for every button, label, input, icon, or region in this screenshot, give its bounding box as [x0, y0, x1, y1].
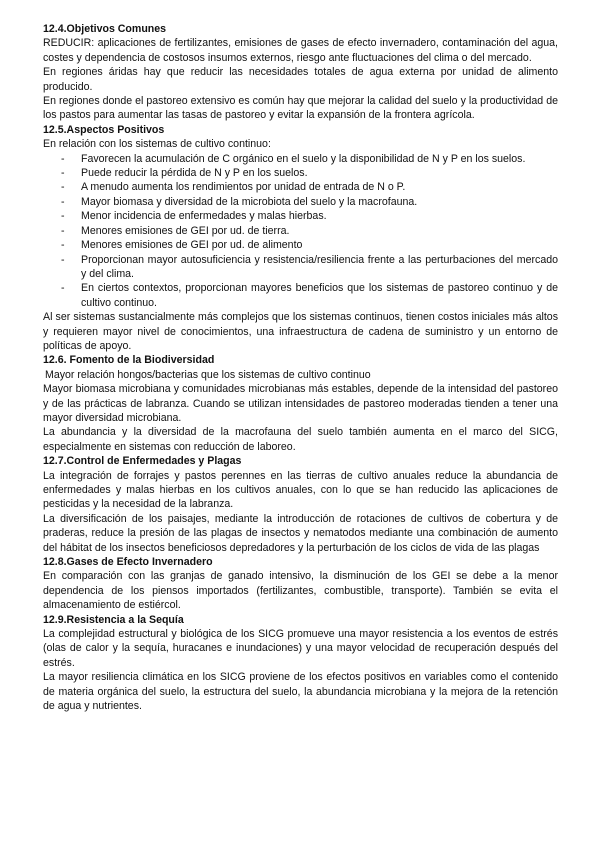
list-item: - Menores emisiones de GEI por ud. de alimento	[61, 238, 558, 252]
list-item: - Menor incidencia de enfermedades y malas hierbas.	[61, 209, 558, 223]
list-item: - Puede reducir la pérdida de N y P en los suelos.	[61, 166, 558, 180]
section-heading: 12.8.Gases de Efecto Invernadero	[43, 556, 213, 569]
paragraph: Mayor relación hongos/bacterias que los sistemas de cultivo continuo	[45, 368, 371, 381]
paragraph: En regiones áridas hay que reducir las necesidades totales de agua externa por unidad de alimento producido.	[43, 66, 558, 93]
section-objetivos-comunes	[43, 22, 558, 123]
bullet-list	[43, 152, 558, 310]
paragraph: La mayor resiliencia climática en los SICG proviene de los efectos positivos en variables como el contenido de materia orgánica del suelo, la estructura del suelo, la abundancia microbiana y la mejora de la retención de agua y nutrientes.	[43, 671, 558, 713]
paragraph: En regiones donde el pastoreo extensivo es común hay que mejorar la calidad del suelo y la productividad de los pastos para aumentar las tasas de pastoreo y evitar la expansión de la frontera agrícola.	[43, 95, 558, 122]
section-aspectos-positivos	[43, 123, 558, 354]
paragraph: La complejidad estructural y biológica de los SICG promueve una mayor resistencia a los eventos de estrés (olas de calor y la sequía, huracanes e inundaciones) y una mayor velocidad de recuperación después del estrés.	[43, 628, 558, 669]
list-item: - Menores emisiones de GEI por ud. de tierra.	[61, 224, 558, 238]
paragraph: En comparación con las granjas de ganado intensivo, la disminución de los GEI se debe a la menor dependencia de los piensos importados (fertilizantes, combustible, transporte). También se evita el almacenamiento de estiércol.	[43, 570, 558, 612]
section-fomento-biodiversidad	[43, 353, 558, 454]
paragraph: Al ser sistemas sustancialmente más complejos que los sistemas continuos, tienen costos iniciales más altos y requieren mayor nivel de conocimientos, una infraestructura de cadena de suministro y un entorno de políticas de apoyo.	[43, 311, 558, 352]
section-resistencia-sequia	[43, 613, 558, 714]
paragraph: La integración de forrajes y pastos perennes en las tierras de cultivo anuales reduce la abundancia de enfermedades y malas hierbas en los cultivos anuales, con lo que se han reducido las aplicaciones de pesticidas y la necesidad de la labranza.	[43, 469, 558, 511]
section-heading: 12.9.Resistencia a la Sequía	[43, 613, 184, 626]
list-item: - Favorecen la acumulación de C orgánico en el suelo y la disponibilidad de N y P en los suelos.	[61, 152, 558, 166]
list-item: - A menudo aumenta los rendimientos por unidad de entrada de N o P.	[61, 180, 558, 194]
paragraph: REDUCIR: aplicaciones de fertilizantes, emisiones de gases de efecto invernadero, contaminación del agua, costes y dependencia de costosos insumos externos, riesgo ante fluctuaciones del clima o del mercado.	[43, 37, 558, 64]
section-heading: 12.7.Control de Enfermedades y Plagas	[43, 455, 242, 468]
section-heading: 12.6. Fomento de la Biodiversidad	[43, 354, 215, 367]
list-item: - En ciertos contextos, proporcionan mayores beneficios que los sistemas de pastoreo continuo y de cultivo continuo.	[61, 281, 558, 310]
paragraph: En relación con los sistemas de cultivo continuo:	[43, 138, 271, 151]
list-item: - Mayor biomasa y diversidad de la microbiota del suelo y la macrofauna.	[61, 195, 558, 209]
list-item: - Proporcionan mayor autosuficiencia y resistencia/resiliencia frente a las perturbaciones del mercado y del clima.	[61, 253, 558, 282]
paragraph: La diversificación de los paisajes, mediante la introducción de rotaciones de cultivos de cobertura y de praderas, reduce la presión de las plagas de insectos y nematodos mediante una combinación de aumento del hábitat de los insectos beneficiosos depredadores y la perturbación de los ciclos de vida de las plagas	[43, 512, 558, 554]
section-heading: 12.5.Aspectos Positivos	[43, 123, 165, 136]
section-gases-efecto-invernadero	[43, 555, 558, 613]
paragraph: La abundancia y la diversidad de la macrofauna del suelo también aumenta en el marco del SICG, especialmente en sistemas con reducción de laboreo.	[43, 426, 558, 453]
section-heading: 12.4.Objetivos Comunes	[43, 23, 167, 35]
paragraph: Mayor biomasa microbiana y comunidades microbianas más estables, depende de la intensidad del pastoreo y de las prácticas de labranza. Cuando se utilizan intensidades de pastoreo moderadas tienden a tener una mayor diversidad microbiana.	[43, 383, 558, 424]
section-control-enfermedades-plagas	[43, 454, 558, 555]
